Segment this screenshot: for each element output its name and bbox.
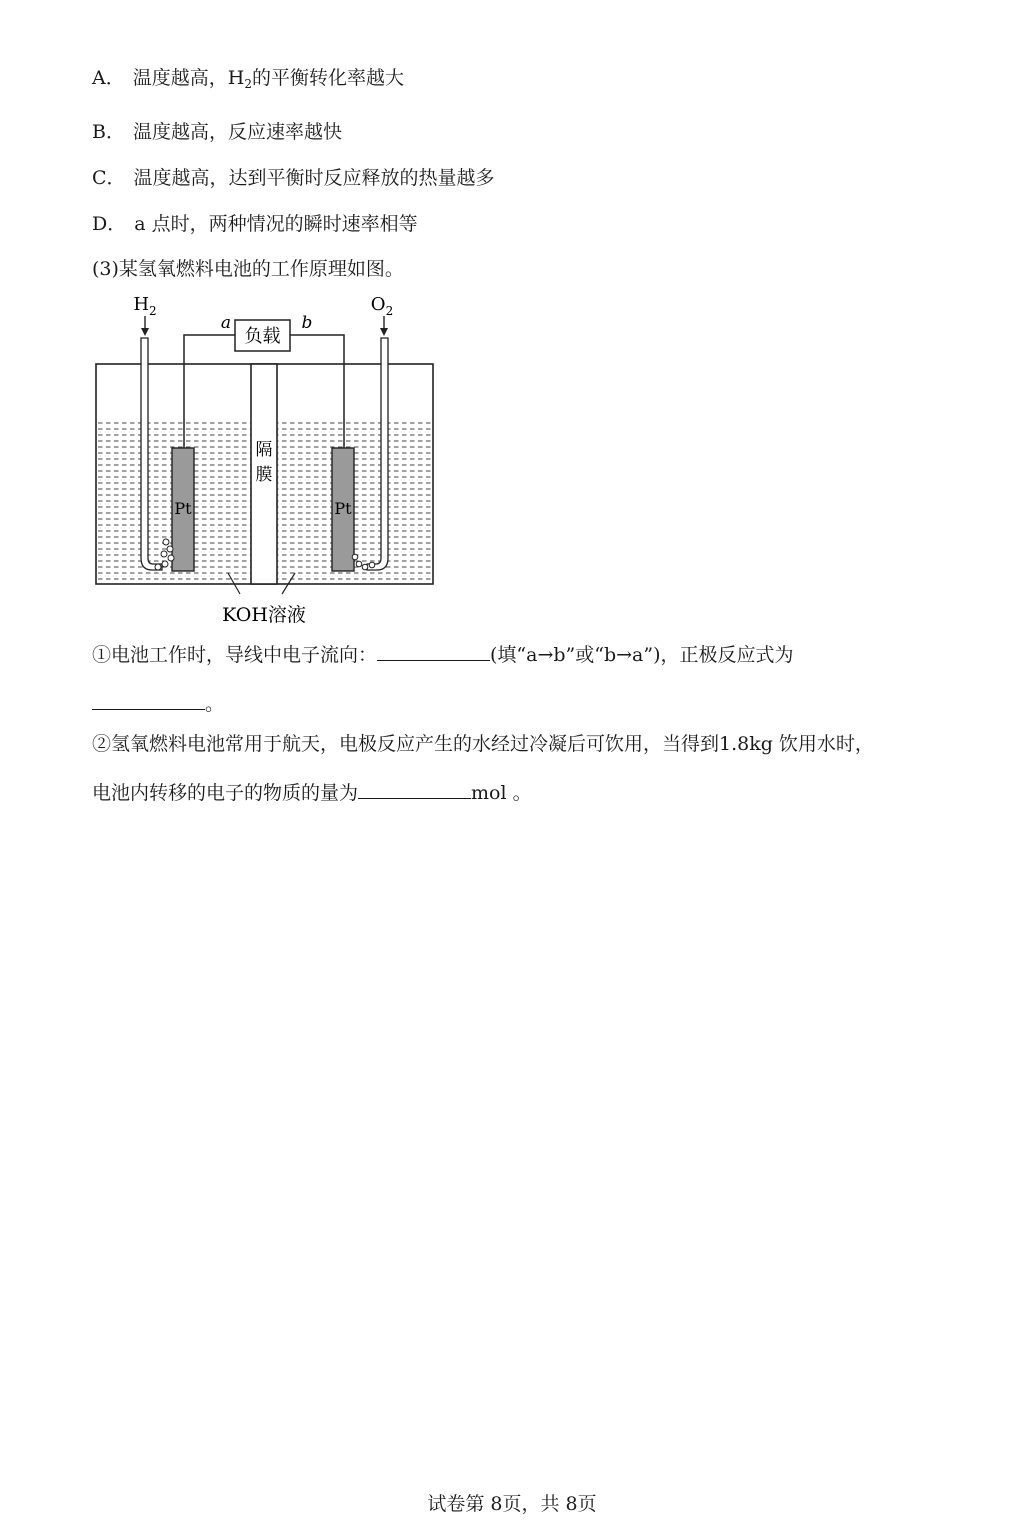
option-letter: B． <box>92 121 125 143</box>
load-label: 负载 <box>244 326 281 347</box>
option-a-pre: 温度越高， <box>132 67 228 89</box>
answer-blank-electron-flow[interactable] <box>377 640 490 661</box>
option-a <box>92 65 404 97</box>
question-3-1 <box>92 640 794 668</box>
wire-label-a: a <box>220 313 232 333</box>
option-letter: A． <box>92 67 125 89</box>
o2-label: $O_2$ <box>370 294 394 318</box>
option-d <box>92 211 418 237</box>
q2-prefix: 电池内转移的电子的物质的量为 <box>92 782 359 804</box>
membrane-label-2: 膜 <box>255 465 273 485</box>
fuel-cell-diagram <box>90 288 440 633</box>
question-3-title: (3)某氢氧燃料电池的工作原理如图。 <box>92 258 404 280</box>
wire-label-b: b <box>301 313 313 333</box>
q1-hint: (填“a→b”或“b→a”)，正极反应式为 <box>490 644 794 666</box>
page-footer: 试卷第 8页，共 8页 <box>427 1493 597 1515</box>
question-3-2: ②氢氧燃料电池常用于航天，电极反应产生的水经过冷凝后可饮用，当得到1.8kg 饮用水时， <box>92 733 874 755</box>
question-3-2-cont <box>92 778 532 806</box>
electrode-left-label: Pt <box>174 499 192 518</box>
membrane-label-1: 隔 <box>255 440 273 460</box>
h2-arrow-head <box>141 328 149 336</box>
option-b-text: 温度越高，反应速率越快 <box>132 121 342 143</box>
option-letter: D． <box>92 213 127 235</box>
option-b <box>92 119 342 145</box>
formula-h2: $H_2$ <box>227 67 252 91</box>
answer-blank-positive-electrode[interactable] <box>92 689 205 710</box>
answer-blank-electron-moles[interactable] <box>358 778 471 799</box>
option-c-text: 温度越高，达到平衡时反应释放的热量越多 <box>133 167 495 189</box>
option-a-post: 的平衡转化率越大 <box>251 67 404 89</box>
option-d-text: a 点时，两种情况的瞬时速率相等 <box>134 213 418 235</box>
q1-end: 。 <box>205 693 225 715</box>
electrode-right-label: Pt <box>334 499 352 518</box>
q2-unit: mol 。 <box>471 782 532 804</box>
koh-solution-label: KOH溶液 <box>222 604 306 626</box>
option-c <box>92 165 495 191</box>
question-3-1-cont <box>92 689 224 717</box>
option-letter: C． <box>92 167 126 189</box>
o2-arrow-head <box>380 328 388 336</box>
q1-prefix: ①电池工作时，导线中电子流向： <box>92 644 378 666</box>
h2-label: $H_2$ <box>133 294 157 318</box>
